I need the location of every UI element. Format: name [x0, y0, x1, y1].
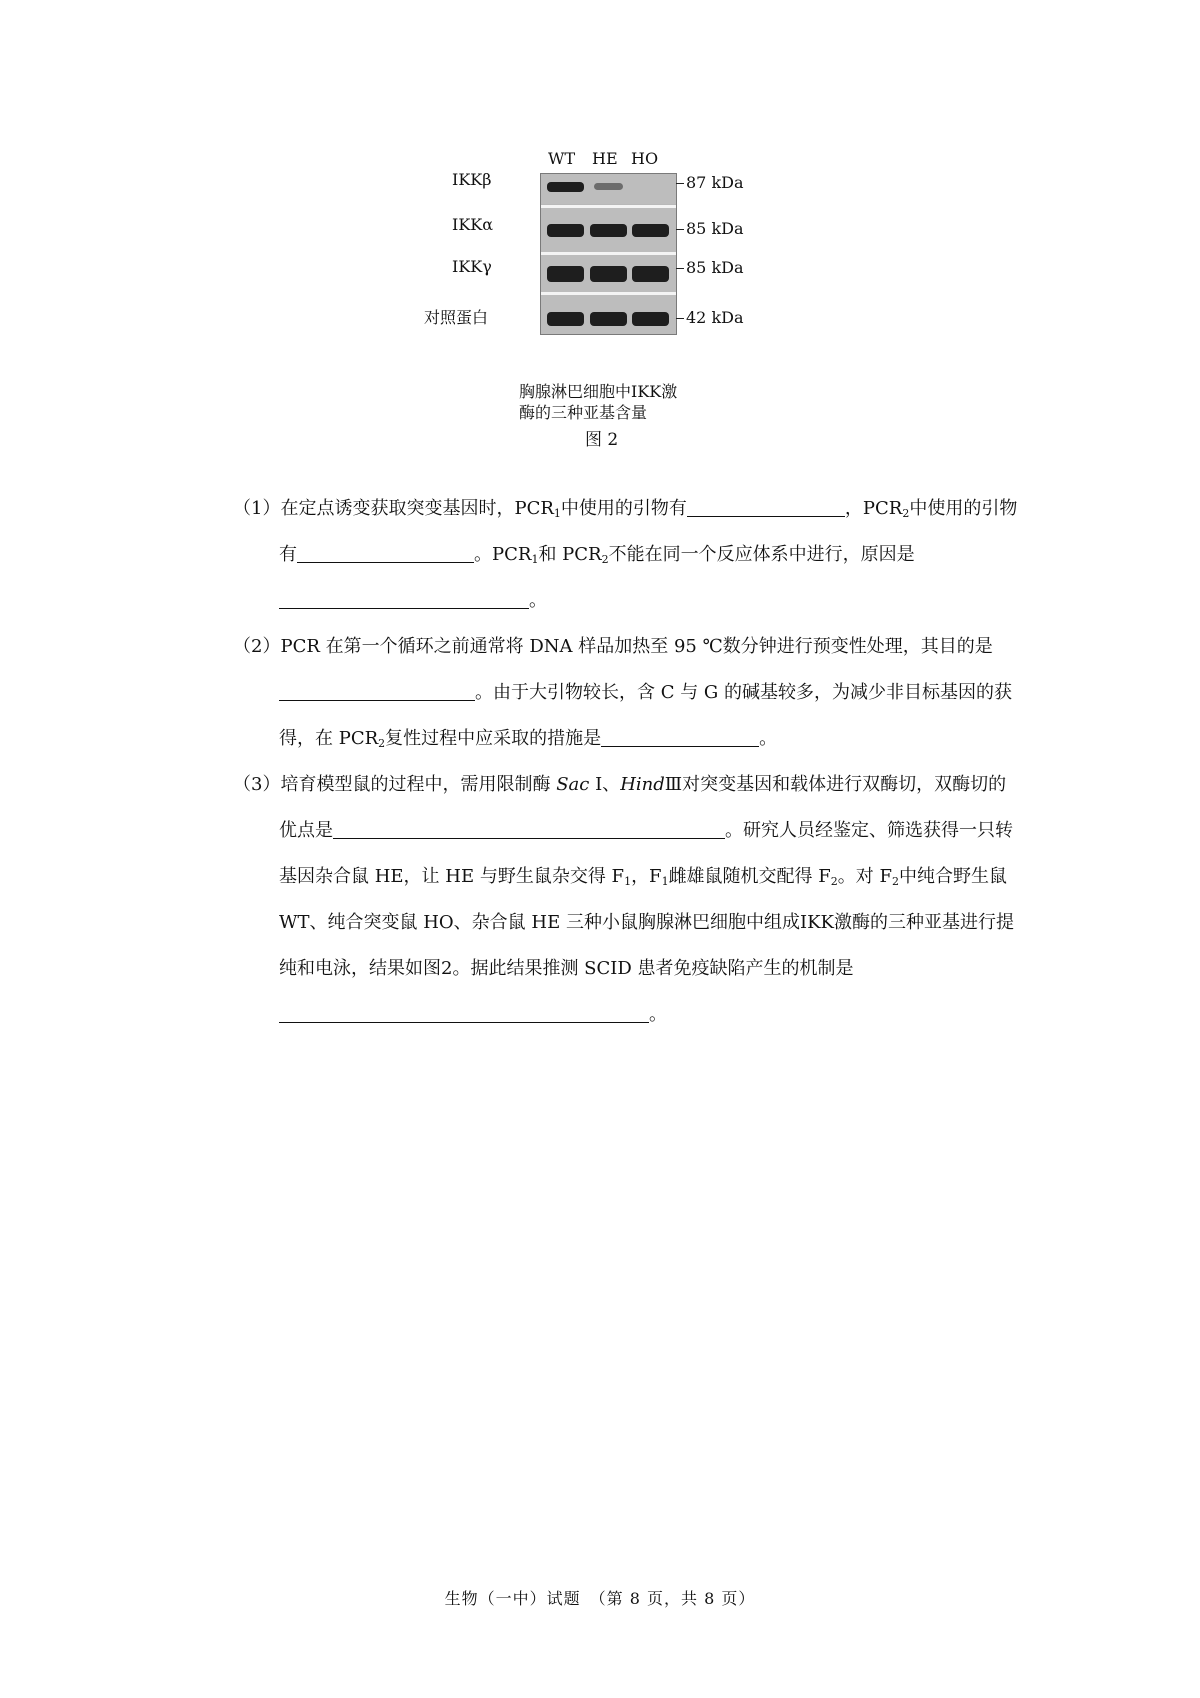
question-3: （3）培育模型鼠的过程中，需用限制酶 Sac Ⅰ、HindⅢ对突变基因和载体进行双酶切，双酶切的优点是 。研究人员经鉴定、筛选获得一只转基因杂合鼠 HE，让 HE 与野生鼠杂交得 $F_1$，$F_1$雌雄鼠随机交配得 $F_2$。对 $F_2$中纯合野生鼠 WT、纯合突变鼠 HO、杂合鼠 HE 三种小鼠胸腺淋巴细胞中组成IKK激酶的三种亚基进行提纯和电泳，结果如图2。据此结果推测 SCID 患者免疫缺陷产生的机制是。 — [233, 774, 1014, 1025]
blot-band — [632, 266, 669, 282]
row-label-ikkb: IKKβ — [452, 170, 492, 189]
blot-band — [590, 224, 627, 237]
question-2-number: （2） — [233, 636, 281, 657]
question-list — [233, 486, 1023, 1038]
row-label-ikkg: IKKγ — [452, 257, 492, 276]
answer-blank[interactable] — [279, 588, 529, 609]
blot-band — [547, 182, 584, 192]
blot-band — [590, 312, 627, 326]
question-1-number: （1） — [233, 498, 281, 519]
answer-blank[interactable] — [601, 726, 759, 747]
blot-band — [547, 312, 584, 326]
answer-blank[interactable] — [297, 542, 474, 563]
figure-number: 图 2 — [585, 430, 619, 450]
answer-blank[interactable] — [333, 818, 725, 839]
kda-label-ikkb: 87 kDa — [686, 173, 744, 192]
western-blot — [540, 173, 677, 335]
question-2: （2）PCR 在第一个循环之前通常将 DNA 样品加热至 95 ℃数分钟进行预变性处理，其目的是。由于大引物较长，含 C 与 G 的碱基较多，为减少非目标基因的获得，在 $PCR_2$复性过程中应采取的措施是 。 — [233, 636, 1013, 750]
enzyme-sac: Sac — [556, 774, 590, 795]
blot-band — [590, 266, 627, 282]
caption-line-2: 酶的三种亚基含量 — [519, 403, 648, 422]
lane-label-wt: WT — [548, 149, 576, 168]
blot-band — [547, 224, 584, 237]
enzyme-hind: Hind — [620, 774, 665, 795]
figure-caption — [519, 381, 719, 423]
blot-band — [547, 266, 584, 282]
question-1: （1）在定点诱变获取突变基因时，$PCR_1$中使用的引物有 ，$PCR_2$中使用的引物有 。$PCR_1$和 $PCR_2$不能在同一个反应体系中进行，原因是。 — [233, 498, 1018, 611]
figure-2 — [424, 149, 755, 450]
lane-label-he: HE — [592, 149, 618, 168]
row-label-control: 对照蛋白 — [424, 308, 489, 327]
answer-blank[interactable] — [687, 496, 845, 517]
answer-blank[interactable] — [279, 1002, 649, 1023]
lane-label-ho: HO — [631, 149, 659, 168]
blot-band — [632, 312, 669, 326]
question-3-number: （3） — [233, 774, 281, 795]
blot-band — [594, 183, 623, 190]
kda-label-ikkg: 85 kDa — [686, 258, 744, 277]
kda-label-ikka: 85 kDa — [686, 219, 744, 238]
caption-line-1: 胸腺淋巴细胞中IKK激 — [519, 382, 678, 401]
page-footer: 生物（一中）试题 （第 8 页，共 8 页） — [444, 1589, 756, 1608]
answer-blank[interactable] — [279, 680, 475, 701]
row-label-ikka: IKKα — [452, 215, 494, 234]
kda-label-control: 42 kDa — [686, 308, 744, 327]
blot-band — [632, 224, 669, 237]
